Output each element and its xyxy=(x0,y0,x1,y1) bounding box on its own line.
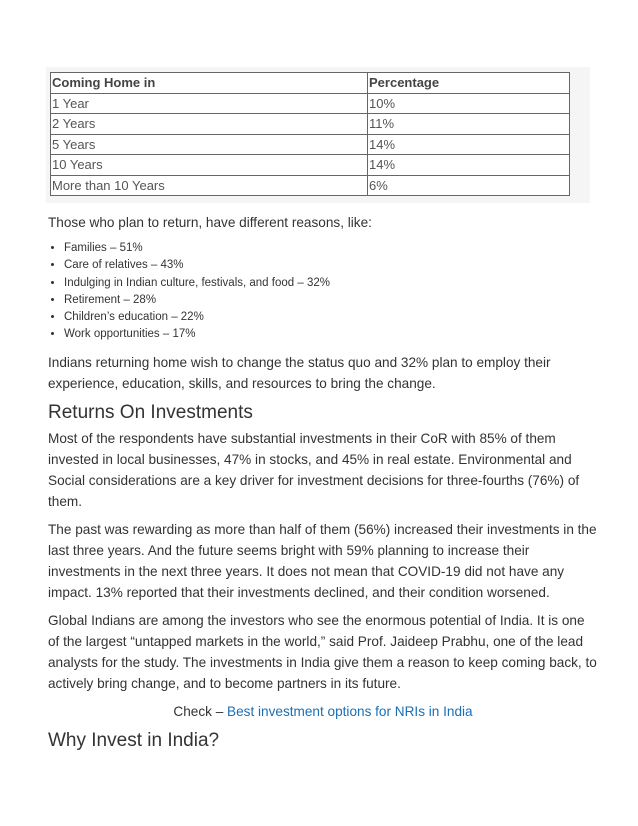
column-header: Coming Home in xyxy=(51,73,368,94)
table-row xyxy=(51,155,570,176)
table-cell: 10% xyxy=(368,93,570,114)
check-line xyxy=(48,701,598,722)
table-row xyxy=(51,175,570,196)
list-item: • Families – 51% xyxy=(64,240,598,257)
return-timeline-table xyxy=(50,72,570,196)
paragraph: Global Indians are among the investors who see the enormous potential of India. It is one of the largest “untapped markets in the world,” said Prof. Jaideep Prabhu, one of the lead analysts for the study. The investments in India give them a reason to keep coming back, to actively bring change, and to become partners in its future. xyxy=(48,612,597,691)
table-row xyxy=(51,114,570,135)
table-container xyxy=(46,67,590,203)
nri-investment-options-link[interactable]: Best investment options for NRIs in India xyxy=(227,703,473,719)
list-item: • Care of relatives – 43% xyxy=(64,257,598,274)
paragraph: The past was rewarding as more than half of them (56%) increased their investments in the last three years. And the future seems bright with 59% planning to increase their investments in the next three years. It does not mean that COVID-19 did not have any impact. 13% reported that their investments declined, and their condition worsened. xyxy=(48,521,597,600)
section-heading-returns: Returns On Investments xyxy=(48,401,253,423)
table-cell: 6% xyxy=(368,175,570,196)
list-item: • Work opportunities – 17% xyxy=(64,326,598,343)
list-item: • Children’s education – 22% xyxy=(64,309,598,326)
table-cell: 11% xyxy=(368,114,570,135)
article-content xyxy=(48,212,598,756)
table-cell: 14% xyxy=(368,155,570,176)
table-cell: 10 Years xyxy=(51,155,368,176)
list-item: • Indulging in Indian culture, festivals, and food – 32% xyxy=(64,275,598,292)
change-paragraph: Indians returning home wish to change the status quo and 32% plan to employ their experience, education, skills, and resources to bring the change. xyxy=(48,354,551,391)
list-item: • Retirement – 28% xyxy=(64,292,598,309)
table-row xyxy=(51,134,570,155)
reasons-list xyxy=(48,240,598,344)
check-prefix: Check – xyxy=(173,703,228,719)
table-header-row xyxy=(51,73,570,94)
table-cell: More than 10 Years xyxy=(51,175,368,196)
column-header: Percentage xyxy=(368,73,570,94)
section-heading-why-invest: Why Invest in India? xyxy=(48,729,220,751)
table-cell: 5 Years xyxy=(51,134,368,155)
table-cell: 14% xyxy=(368,134,570,155)
table-cell: 2 Years xyxy=(51,114,368,135)
table-row xyxy=(51,93,570,114)
reasons-intro: Those who plan to return, have different reasons, like: xyxy=(48,215,372,230)
paragraph: Most of the respondents have substantial investments in their CoR with 85% of them invested in local businesses, 47% in stocks, and 45% in real estate. Environmental and Social considerations are a key driver for investment decisions for three-fourths (76%) of them. xyxy=(48,430,580,509)
table-cell: 1 Year xyxy=(51,93,368,114)
